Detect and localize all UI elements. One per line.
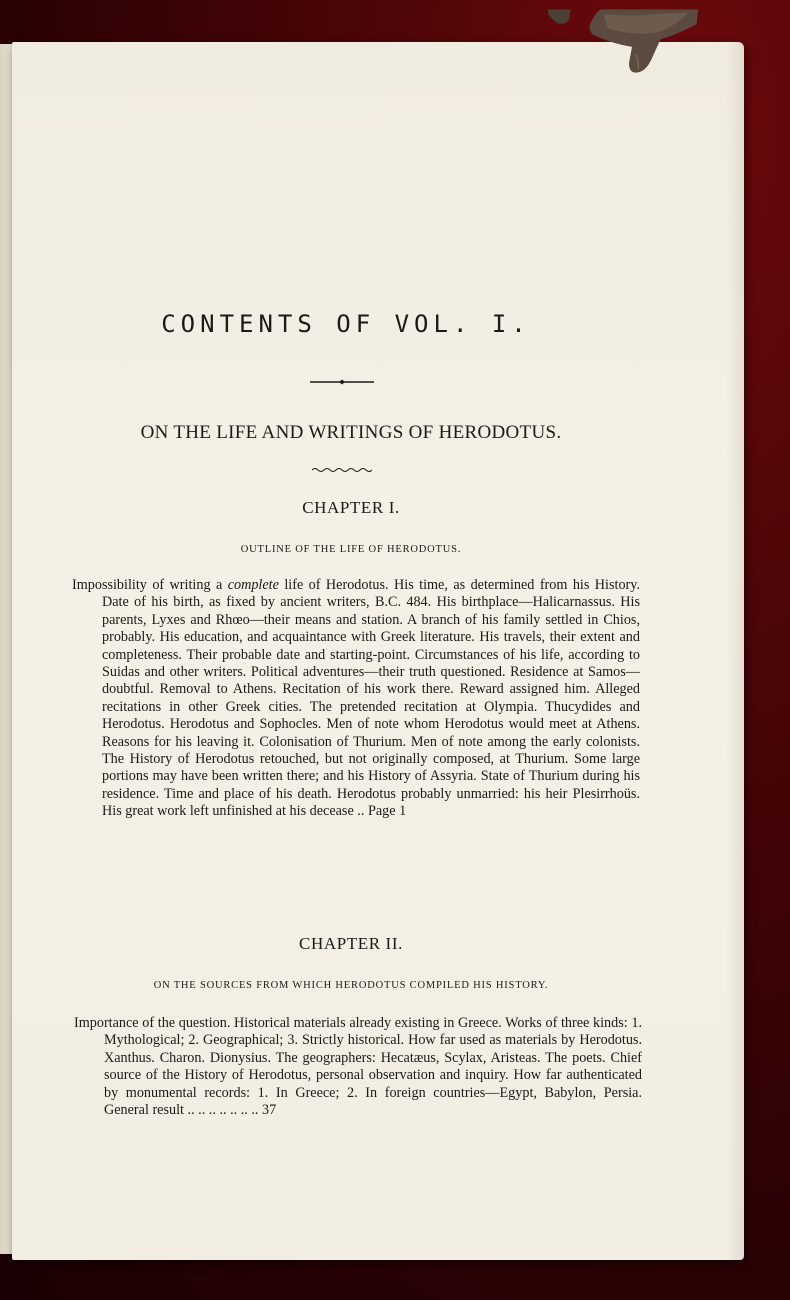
contents-title: CONTENTS OF VOL. I. bbox=[161, 310, 531, 338]
chapter-2-page-ref: .. .. .. .. .. .. .. 37 bbox=[183, 1102, 277, 1119]
chapter-2-heading: CHAPTER II. bbox=[299, 934, 403, 953]
chapter-1-text: Impossibility of writing a bbox=[72, 577, 228, 593]
title-rule-ornament bbox=[310, 378, 374, 386]
metal-page-clip bbox=[548, 0, 698, 90]
contents-subtitle: ON THE LIFE AND WRITINGS OF HERODOTUS. bbox=[140, 422, 562, 443]
chapter-2-subheading: ON THE SOURCES FROM WHICH HERODOTUS COMPILED HIS HISTORY. bbox=[153, 980, 549, 991]
chapter-1-subheading: OUTLINE OF THE LIFE OF HERODOTUS. bbox=[240, 544, 462, 555]
chapter-1-text-cont: life of Herodotus. His time, as determined from his History. Date of his birth, as fixed by ancient writers, B.C. 484. His birthplace—Halicarnassus. His parents, Lyxes and Rhœo—their means and station. A branch of his family settled in Chios, probably. His education, and acquaintance with Greek literature. His travels, their extent and completeness. Their probable date and starting-point. Circumstances of his life, according to Suidas and other writers. Political adventures—their truth questioned. Residence at Samos—doubtful. Removal to Athens. Recitation of his work there. Reward assigned him. Alleged recitations in other Greek cities. The pretended recitation at Olympia. Thucydides and Herodotus. Herodotus and Sophocles. Men of note whom Herodotus would meet at Athens. Reasons for his leaving it. Colonisation of Thurium. Men of note among the early colonists. The History of Herodotus retouched, but not originally composed, at Thurium. Some large portions may have been written there; and his History of Assyria. State of Thurium during his residence. Time and place of his death. Herodotus probably unmarried: his heir Plesirrhoüs. His great work left unfinished at his decease bbox=[102, 577, 640, 820]
chapter-1-italic: complete bbox=[227, 577, 279, 593]
chapter-1-heading: CHAPTER I. bbox=[302, 498, 400, 517]
book-page bbox=[12, 42, 744, 1260]
chapter-1-summary bbox=[72, 577, 640, 821]
chapter-1-page-ref: .. Page 1 bbox=[353, 803, 407, 820]
wavy-divider-ornament bbox=[312, 466, 372, 474]
chapter-2-summary bbox=[74, 1015, 642, 1119]
chapter-2-text: Importance of the question. Historical materials already existing in Greece. Works of three kinds: 1. Mythological; 2. Geographical; 3. Strictly historical. How far used as materials by Herodotus. Xanthus. Charon. Dionysius. The geographers: Hecatæus, Scylax, Aristeas. The poets. Chief source of the History of Herodotus, personal observation and inquiry. How far authenticated by monumental records: 1. In Greece; 2. In foreign countries—Egypt, Babylon, Persia. General result bbox=[74, 1015, 642, 1119]
